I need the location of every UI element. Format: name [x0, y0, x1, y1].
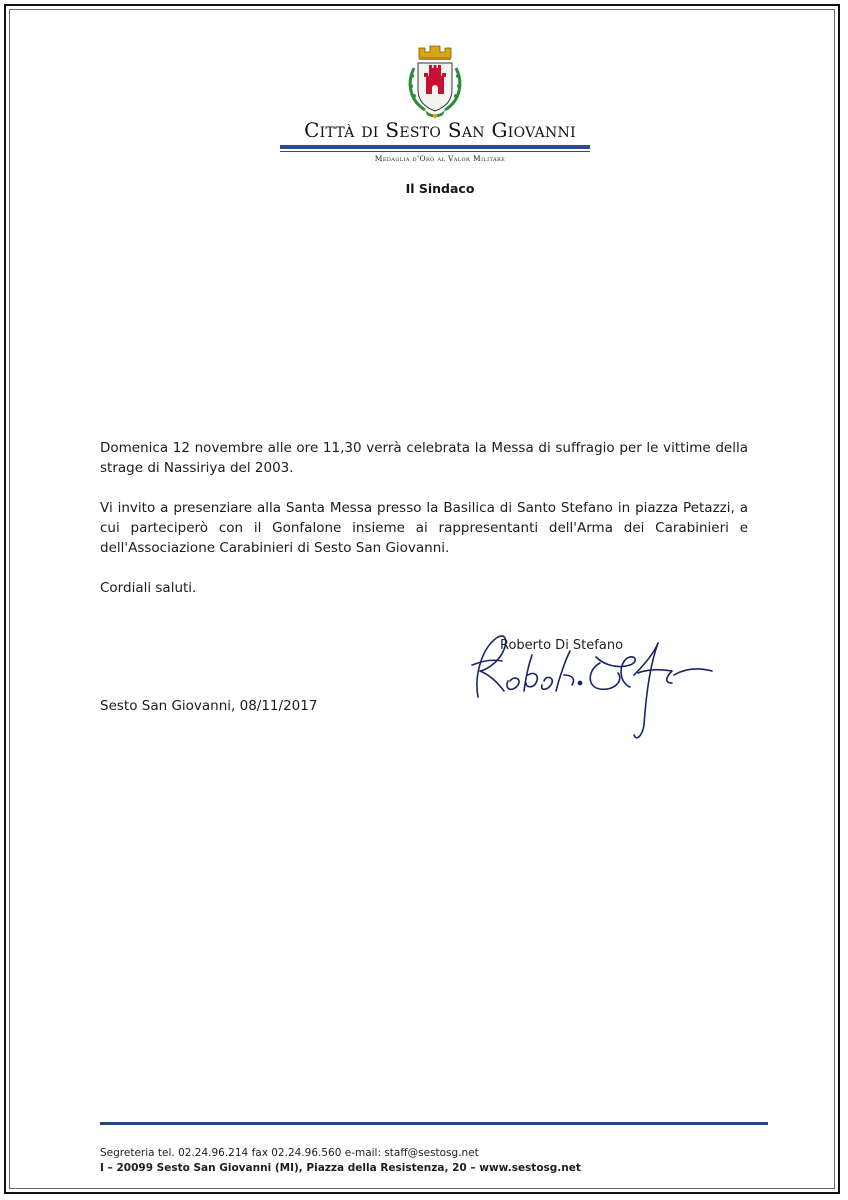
letter-paragraph-1: Domenica 12 novembre alle ore 11,30 verrà celebrata la Messa di suffragio per le vittime della strage di Nassiriya del 2003.: [100, 440, 748, 476]
city-name-heading: Città di Sesto San Giovanni: [304, 118, 576, 142]
city-coat-of-arms-icon: [405, 44, 465, 120]
footer-rule: [100, 1122, 768, 1125]
medal-subtitle: Medaglia d'Oro al Valor Militare: [374, 154, 506, 163]
footer-contacts: Segreteria tel. 02.24.96.214 fax 02.24.96.560 e-mail: staff@sestosg.net: [100, 1147, 479, 1159]
handwritten-signature-icon: [468, 625, 728, 745]
signatory-name: Roberto Di Stefano: [500, 638, 624, 653]
header-rule-thin: [280, 151, 590, 152]
letter-closing: Cordiali saluti.: [100, 580, 197, 596]
office-title: Il Sindaco: [405, 181, 475, 196]
header-rule: [280, 145, 590, 149]
footer-address: I – 20099 Sesto San Giovanni (MI), Piazza della Resistenza, 20 – www.sestosg.net: [100, 1162, 581, 1174]
letter-paragraph-2: Vi invito a presenziare alla Santa Messa presso la Basilica di Santo Stefano in piazza Petazzi, a cui parteciperò con il Gonfalone insieme ai rappresentanti dell'Arma dei Carabinieri e dell'Associazione Carabinieri di Sesto San Giovanni.: [100, 500, 748, 556]
place-date: Sesto San Giovanni, 08/11/2017: [100, 698, 318, 714]
